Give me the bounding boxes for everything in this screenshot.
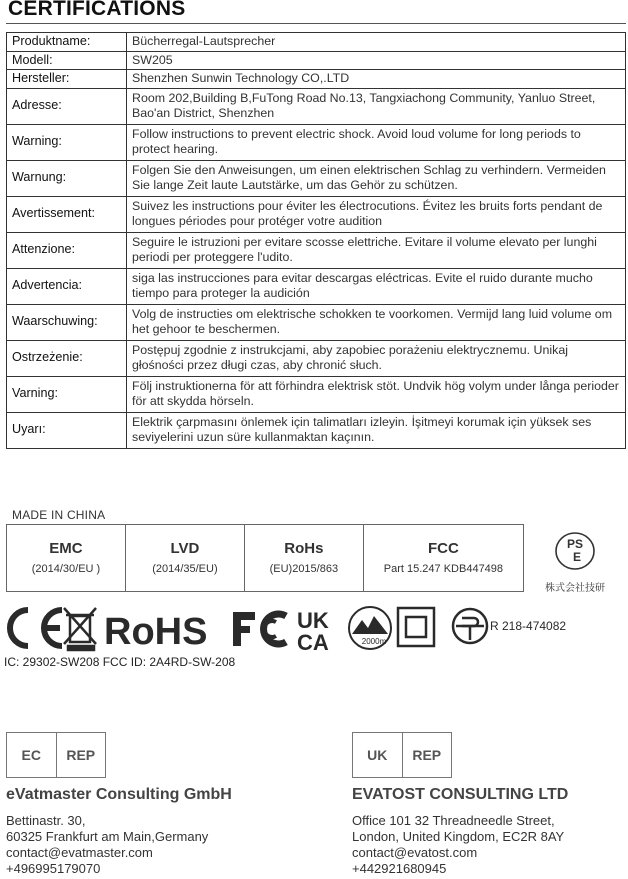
row-key: Varning: (7, 376, 127, 412)
fcc-logo-icon (233, 612, 286, 646)
made-in-label: MADE IN CHINA (12, 508, 106, 522)
altitude-text: 2000m (361, 637, 387, 646)
pse-company: 株式会社技研 (545, 583, 605, 594)
table-row (7, 51, 626, 70)
table-row (7, 124, 626, 160)
table-row (7, 268, 626, 304)
standard-cell-emc (7, 525, 126, 591)
table-row (7, 412, 626, 448)
certification-table (6, 32, 626, 449)
ec-rep-address (6, 813, 208, 877)
address-line: Bettinastr. 30, (6, 813, 86, 828)
email-line: contact@evatmaster.com (6, 845, 153, 860)
table-row (7, 88, 626, 124)
row-value: Elektrik çarpmasını önlemek için talimatları izleyin. İşitmeyi korumak için yüksek ses seviyelerini uzun süre kullanmaktan kaçının. (127, 412, 626, 448)
table-row (7, 196, 626, 232)
standard-cell-rohs (245, 525, 364, 591)
ukca-top: UK (297, 608, 329, 633)
address-line: 60325 Frankfurt am Main,Germany (6, 829, 209, 844)
pse-diamond-icon (552, 530, 598, 572)
table-row (7, 160, 626, 196)
row-value: Postępuj zgodnie z instrukcjami, aby zapobiec porażeniu elektrycznemu. Unikaj głośności przez długi czas, aby chronić słuch. (127, 340, 626, 376)
row-key: Avertissement: (7, 196, 127, 232)
pse-mark (540, 530, 610, 594)
standard-name: EMC (49, 540, 83, 557)
row-value: Följ instruktionerna för att förhindra elektrisk stöt. Undvik hög volym under långa perioder för att skydda hörseln. (127, 376, 626, 412)
row-key: Hersteller: (7, 70, 127, 89)
phone-line: +442921680945 (352, 861, 447, 876)
uk-rep-badge (352, 732, 452, 778)
uk-label: UK (353, 733, 403, 777)
table-row (7, 33, 626, 52)
row-value: Shenzhen Sunwin Technology CO,.LTD (127, 70, 626, 89)
table-row (7, 304, 626, 340)
uk-rep-address (352, 813, 564, 877)
row-key: Warnung: (7, 160, 127, 196)
svg-text:E: E (572, 550, 582, 564)
row-key: Adresse: (7, 88, 127, 124)
page-title: CERTIFICATIONS (8, 0, 186, 20)
standard-name: RoHs (284, 540, 324, 557)
ec-rep-badge (6, 732, 106, 778)
row-value: Volg de instructies om elektrische schokken te voorkomen. Vermijd lang luid volume om het gehoor te beschermen. (127, 304, 626, 340)
standard-spec: (2014/35/EU) (152, 563, 218, 575)
row-key: Produktname: (7, 33, 127, 52)
row-key: Advertencia: (7, 268, 127, 304)
address-line: London, United Kingdom, EC2R 8AY (352, 829, 565, 844)
rep-label: REP (412, 747, 442, 763)
row-key: Ostrzeżenie: (7, 340, 127, 376)
altitude-mountain-icon (349, 607, 391, 649)
row-value: Seguire le istruzioni per evitare scosse elettriche. Evitare il volume elevato per lunghi periodi per proteggere l'udito. (127, 232, 626, 268)
standards-table (6, 524, 524, 592)
address-line: Office 101 32 Threadneedle Street, (352, 813, 555, 828)
svg-text:PS: PS (566, 537, 584, 551)
row-key: Modell: (7, 51, 127, 70)
weee-bin-icon (64, 608, 96, 650)
phone-line: +496995179070 (6, 861, 101, 876)
rep-label: REP (66, 747, 96, 763)
row-key: Warning: (7, 124, 127, 160)
table-row (7, 232, 626, 268)
ce-mark-icon (10, 610, 62, 646)
table-row (7, 376, 626, 412)
row-value: siga las instrucciones para evitar descargas eléctricas. Evite el ruido durante mucho tiempo para proteger la audición (127, 268, 626, 304)
ic-fcc-ids: IC: 29302-SW208 FCC ID: 2A4RD-SW-208 (4, 655, 236, 669)
uk-rep-company: EVATOST CONSULTING LTD (352, 786, 569, 803)
rcm-mark-icon (453, 609, 487, 643)
row-key: Waarschuwing: (7, 304, 127, 340)
ec-rep-company: eVatmaster Consulting GmbH (6, 786, 232, 803)
compliance-logos (0, 604, 628, 652)
standard-name: FCC (428, 540, 459, 557)
standard-spec: (EU)2015/863 (269, 563, 339, 575)
row-key: Attenzione: (7, 232, 127, 268)
table-row (7, 340, 626, 376)
rohs-logo: RoHS (104, 611, 208, 652)
ec-label: EC (7, 733, 57, 777)
row-value: SW205 (127, 51, 626, 70)
row-key: Uyarı: (7, 412, 127, 448)
ukca-bottom: CA (297, 630, 329, 652)
row-value: Follow instructions to prevent electric shock. Avoid loud volume for long periods to protect hearing. (127, 124, 626, 160)
row-value: Room 202,Building B,FuTong Road No.13, Tangxiachong Community, Yanluo Street, Bao'an District, Shenzhen (127, 88, 626, 124)
standard-spec: (2014/30/EU ) (31, 563, 101, 575)
row-value: Folgen Sie den Anweisungen, um einen elektrischen Schlag zu verhindern. Vermeiden Sie lange Zeit laute Lautstärke, um das Gehör zu schützen. (127, 160, 626, 196)
title-divider (6, 23, 626, 24)
standard-spec: Part 15.247 KDB447498 (383, 563, 504, 575)
row-value: Bücherregal-Lautsprecher (127, 33, 626, 52)
table-row (7, 70, 626, 89)
double-insulation-icon (398, 608, 434, 646)
email-line: contact@evatost.com (352, 845, 478, 860)
row-value: Suivez les instructions pour éviter les électrocutions. Évitez les bruits forts pendant de longues périodes pour protéger votre audition (127, 196, 626, 232)
standard-cell-lvd (126, 525, 245, 591)
standard-name: LVD (170, 540, 200, 557)
standard-cell-fcc (364, 525, 523, 591)
rcm-code: R 218-474082 (490, 619, 567, 633)
